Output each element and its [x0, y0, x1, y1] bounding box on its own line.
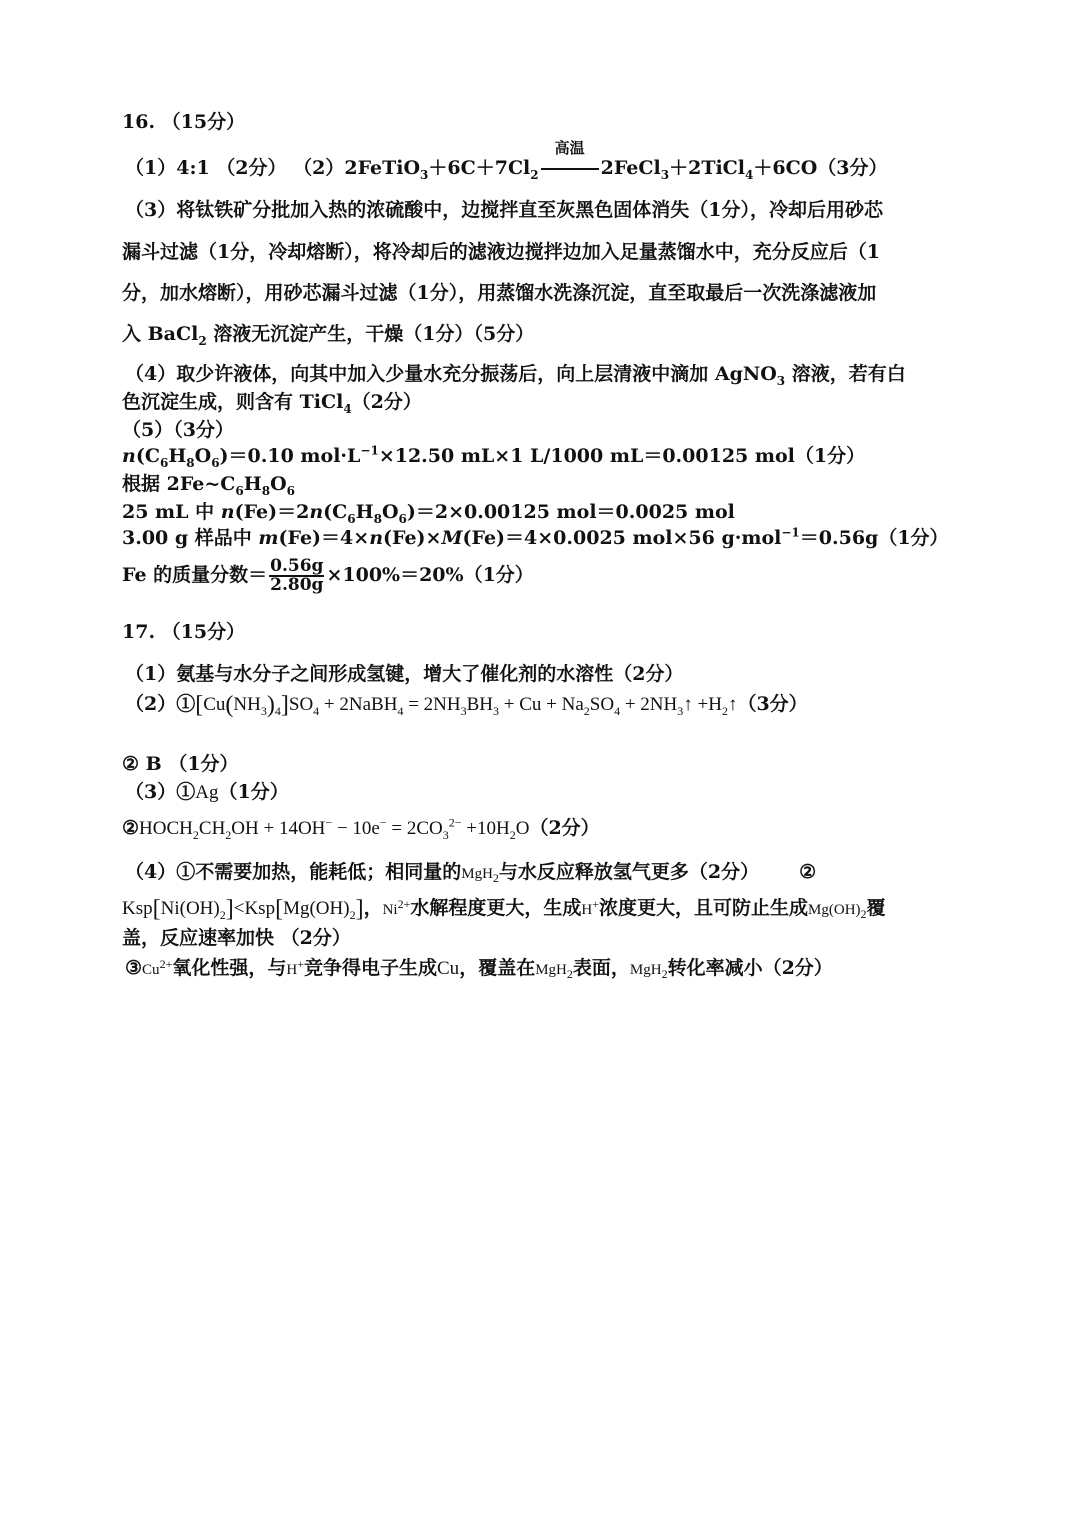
superscript: 2+ — [397, 897, 411, 911]
var-n: n — [220, 501, 235, 523]
text-run: Ksp — [122, 898, 153, 919]
subscript: 3 — [493, 703, 500, 718]
condition-label: 高温 — [554, 139, 585, 157]
text-run: （4）取少许液体，向其中加入少量水充分振荡后，向上层清液中滴加 AgNO — [125, 363, 777, 385]
calc-line-4 — [122, 524, 949, 552]
calc-line-1 — [122, 442, 865, 470]
subscript: 3 — [677, 703, 684, 718]
subscript: 2 — [860, 907, 867, 921]
subscript: 4 — [397, 703, 404, 718]
q16-part4-line2 — [122, 388, 422, 416]
formula — [461, 866, 499, 885]
text-run: Ag — [195, 782, 219, 803]
subscript: 6 — [211, 455, 220, 470]
text-run: 氧化性强，与 — [172, 957, 287, 979]
text-run: (Fe)＝4× — [278, 527, 370, 549]
text-run: 转化率减小（2分） — [667, 957, 833, 979]
q17-part4-line2 — [122, 894, 886, 924]
superscript: − — [325, 815, 333, 830]
subscript: 2 — [198, 333, 207, 348]
bracket: [ — [152, 896, 161, 922]
text-run: <Ksp — [233, 898, 276, 919]
subscript: 4 — [745, 167, 754, 182]
calc-line-5 — [122, 558, 534, 594]
text-run: )＝2×0.00125 mol＝0.0025 mol — [406, 501, 735, 523]
text-run: 25 mL 中 — [122, 501, 221, 523]
text-run: H — [581, 902, 593, 918]
text-run: (Fe)× — [383, 527, 442, 549]
subscript: 6 — [347, 511, 356, 526]
bracket: [ — [195, 692, 204, 718]
text-run: Mg(OH) — [283, 898, 350, 919]
q16-header: 16. （15分） — [122, 111, 246, 133]
text-run: (C — [323, 501, 348, 523]
formula — [535, 962, 573, 981]
bracket: ( — [225, 692, 234, 718]
q17-part2-equation — [125, 690, 808, 719]
subscript: 2 — [492, 871, 499, 885]
q16-part3-line2: 漏斗过滤（1分，冷却熔断），将冷却后的滤液边搅拌边加入足量蒸馏水中，充分反应后（1 — [122, 241, 880, 263]
subscript: 2 — [192, 827, 199, 842]
q17-part3a — [125, 778, 289, 807]
text-run: Cu — [203, 694, 226, 715]
formula — [581, 897, 600, 918]
text-run: ＋2TiCl — [669, 157, 746, 179]
subscript: 8 — [373, 511, 382, 526]
subscript: 6 — [286, 483, 296, 498]
formula — [629, 962, 668, 981]
reaction-condition — [539, 139, 601, 182]
subscript: 4 — [313, 703, 320, 718]
q16-part3-line1: （3）将钛铁矿分批加入热的浓硫酸中，边搅拌直至灰黑色固体消失（1分），冷却后用砂芯 — [125, 199, 883, 221]
score: （1分） — [218, 781, 289, 803]
text-run: (Fe)＝2 — [234, 501, 310, 523]
score: （2分） — [529, 817, 600, 839]
q16-part5-header: （5）（3分） — [122, 419, 234, 441]
subscript: 2 — [583, 703, 590, 718]
text-run: Ni(OH) — [160, 898, 220, 919]
subscript: 4 — [274, 703, 281, 718]
text-run: 入 BaCl — [122, 323, 199, 345]
q17-part4-line4 — [125, 954, 833, 984]
q17-header: 17. （15分） — [122, 621, 246, 643]
subscript: 6 — [159, 455, 169, 470]
fraction-numerator: 0.56g — [270, 556, 324, 576]
bracket: ] — [355, 896, 364, 922]
text-run: ， — [363, 897, 383, 919]
text-run: = 2CO — [386, 818, 443, 839]
superscript: + — [592, 897, 600, 911]
text-run: 3.00 g 样品中 — [122, 527, 259, 549]
text-run: 溶液，若有白 — [785, 363, 906, 385]
text-run: = 2NH — [403, 694, 461, 715]
text-run: (Fe)＝4×0.0025 mol×56 g·mol — [462, 527, 782, 549]
text-run: CH — [198, 818, 226, 839]
text-run: MgH — [629, 962, 662, 978]
subscript: 4 — [614, 703, 621, 718]
calc-line-3 — [122, 498, 735, 526]
q17-part2b: ② B （1分） — [122, 753, 239, 775]
text-run: SO — [288, 694, 314, 715]
text-run: 水解程度更大，生成 — [410, 897, 582, 919]
text-run: 2FeCl — [600, 157, 661, 179]
q16-part1-line — [125, 139, 888, 182]
text-run: ② — [799, 861, 817, 883]
q16-part4-line1 — [125, 360, 906, 388]
text-run: + 2NH — [620, 694, 678, 715]
text-run: SO — [589, 694, 615, 715]
fraction-denominator: 2.80g — [270, 575, 324, 595]
text-run: （2分） — [351, 391, 422, 413]
equation — [195, 692, 738, 718]
q17-part1: （1）氨基与水分子之间形成氢键，增大了催化剂的水溶性（2分） — [125, 663, 684, 685]
subscript: 3 — [260, 703, 267, 718]
bracket: ) — [266, 692, 275, 718]
text-run: MgH — [461, 866, 493, 882]
text-run: )＝0.10 mol·L — [219, 445, 361, 467]
superscript: −1 — [360, 443, 379, 458]
formula — [382, 897, 411, 918]
formula — [286, 957, 304, 978]
superscript: + — [297, 957, 304, 971]
text-run: ↑ — [727, 694, 738, 715]
score: （3分） — [737, 693, 808, 715]
text-run: H — [243, 473, 262, 495]
bracket: [ — [275, 896, 284, 922]
text-run: ＋6CO（3分） — [753, 157, 888, 179]
superscript: 2− — [448, 815, 462, 830]
formula — [142, 957, 173, 978]
text-run: H — [168, 445, 187, 467]
text-run: H — [286, 962, 298, 978]
text-run: O — [194, 445, 212, 467]
text-run: NH — [233, 694, 261, 715]
text-run: ＝0.56g（1分） — [799, 527, 949, 549]
text-run: （4）①不需要加热，能耗低；相同量的 — [125, 861, 462, 883]
text-run: ×100%＝20%（1分） — [326, 564, 534, 586]
text-run: ③ — [125, 957, 143, 979]
subscript: 2 — [225, 827, 232, 842]
superscript: −1 — [781, 525, 800, 540]
text-run: Cu — [437, 958, 460, 979]
text-run: Ni — [382, 902, 398, 918]
subscript: 2 — [721, 703, 728, 718]
equation — [139, 815, 530, 842]
q16-part3-line4 — [122, 320, 534, 348]
text-run: − 10e — [332, 818, 380, 839]
text-run: ＋6C＋7Cl — [428, 157, 531, 179]
text-run: 根据 2Fe~C — [122, 473, 236, 495]
formula — [808, 902, 867, 921]
bracket: ] — [280, 692, 289, 718]
text-run: +10H — [461, 818, 510, 839]
q17-part3b — [122, 814, 600, 843]
q17-part4-line1 — [125, 858, 816, 888]
text-run: （2）① — [125, 693, 196, 715]
text-run: Mg(OH) — [808, 902, 861, 918]
text-run: O — [515, 818, 530, 839]
subscript: 3 — [460, 703, 467, 718]
calc-line-2 — [122, 470, 295, 498]
superscript: 2+ — [159, 957, 173, 971]
text-run: 表面， — [572, 957, 630, 979]
subscript: 2 — [530, 167, 539, 182]
subscript: 3 — [660, 167, 670, 182]
var-M: M — [441, 527, 463, 549]
subscript: 2 — [349, 907, 356, 922]
subscript: 8 — [186, 455, 195, 470]
subscript: 2 — [509, 827, 516, 842]
formula — [122, 896, 364, 922]
text-run: 与水反应释放氢气更多（2分） — [498, 861, 760, 883]
superscript: − — [379, 815, 387, 830]
var-n: n — [309, 501, 324, 523]
text-run: 浓度更大，且可防止生成 — [599, 897, 809, 919]
text-run: 覆 — [866, 897, 886, 919]
subscript: 3 — [442, 827, 449, 842]
subscript: 8 — [261, 483, 271, 498]
text-run: (C — [135, 445, 160, 467]
text-run: OH + 14OH — [231, 818, 326, 839]
text-run: MgH — [535, 962, 567, 978]
text-run: O — [381, 501, 399, 523]
text-run: O — [270, 473, 287, 495]
subscript: 2 — [566, 967, 573, 981]
fraction — [269, 558, 324, 594]
text-run: HOCH — [139, 818, 193, 839]
var-n: n — [369, 527, 384, 549]
text-run: ×12.50 mL×1 L/1000 mL＝0.00125 mol（1分） — [378, 445, 866, 467]
var-n: n — [122, 445, 136, 467]
q16-part3-line3: 分，加水熔断），用砂芯漏斗过滤（1分），用蒸馏水洗涤沉淀，直至取最后一次洗涤滤液加 — [122, 282, 877, 304]
subscript: 6 — [235, 483, 244, 498]
subscript: 6 — [398, 511, 407, 526]
reaction-arrow-line — [541, 168, 599, 170]
subscript: 2 — [219, 907, 226, 922]
text-run: ② — [122, 817, 140, 839]
bracket: ] — [225, 896, 234, 922]
subscript: 4 — [343, 401, 352, 416]
q17-part4-line3: 盖，反应速率加快 （2分） — [122, 927, 351, 949]
text-run: ，覆盖在 — [459, 957, 536, 979]
subscript: 2 — [661, 967, 668, 981]
text-run: （3）① — [125, 781, 196, 803]
text-run: H — [355, 501, 374, 523]
text-run: 竞争得电子生成 — [303, 957, 437, 979]
text-run: Cu — [142, 962, 160, 978]
var-m: m — [258, 527, 279, 549]
text-run: Fe 的质量分数＝ — [122, 564, 268, 586]
subscript: 3 — [776, 373, 786, 388]
text-run: BH — [466, 694, 494, 715]
text-run: + Cu + Na — [499, 694, 584, 715]
text-run: + 2NaBH — [319, 694, 398, 715]
text-run: ↑ +H — [683, 694, 722, 715]
text-run: （1）4:1 （2分） （2）2FeTiO — [125, 157, 421, 179]
text-run: 色沉淀生成，则含有 TiCl — [122, 391, 344, 413]
subscript: 3 — [420, 167, 429, 182]
text-run: 溶液无沉淀产生，干燥（1分）（5分） — [206, 323, 535, 345]
